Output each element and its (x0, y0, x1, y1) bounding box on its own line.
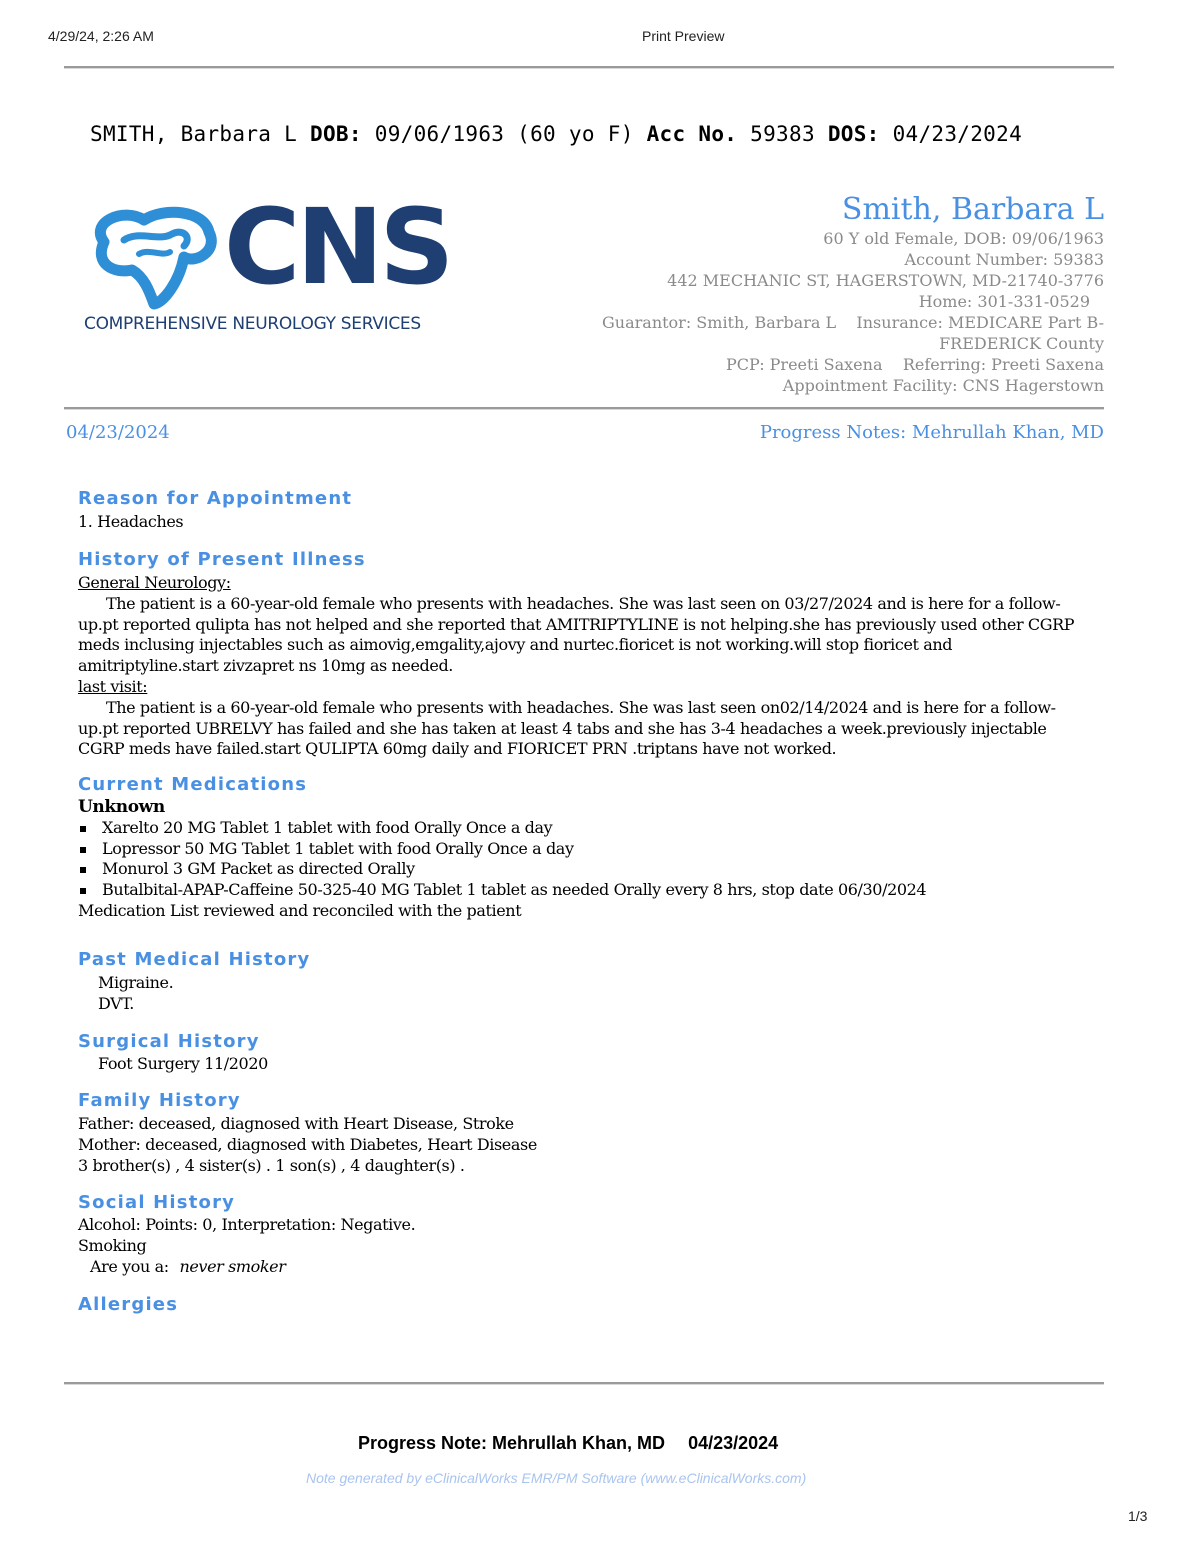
patient-pcp-referring: PCP: Preeti Saxena Referring: Preeti Saxena (725, 355, 1104, 374)
medications-status: Unknown (78, 797, 165, 817)
patient-home-phone: Home: 301-331-0529 (918, 292, 1090, 311)
hpi-paragraph-current: The patient is a 60-year-old female who presents with headaches. She was last seen on 03/27/2024 and is here for a follow-up.pt reported qulipta has not helped and she reported that AMITRIPTYLINE is not helping.she has previously used other CGRP meds inclusing injectables such as aimovig,emgality,ajovy and nurtec.fioricet is not working.will stop fioricet and amitriptyline.start zivzapret ns 10mg as needed. (78, 593, 1075, 676)
medications-title: Current Medications (78, 774, 308, 795)
footer-generated-note: Note generated by eClinicalWorks EMR/PM Software (www.eClinicalWorks.com) (306, 1470, 807, 1486)
hpi-subheading-general: General Neurology: (78, 573, 231, 592)
social-title: Social History (78, 1192, 236, 1213)
allergies-title: Allergies (78, 1294, 179, 1315)
banner-acc-label: Acc No. (646, 122, 738, 146)
pmh-item: Migraine. (98, 973, 174, 992)
footer-progress-note (358, 1433, 778, 1454)
family-siblings: 3 brother(s) , 4 sister(s) . 1 son(s) , 4 daughter(s) . (78, 1155, 465, 1175)
banner-dos: 04/23/2024 (892, 122, 1023, 146)
patient-info-block (602, 192, 1104, 396)
patient-banner (90, 122, 1022, 146)
visit-provider-line (760, 422, 1104, 443)
print-preview-title: Print Preview (642, 28, 725, 44)
patient-demographics: 60 Y old Female, DOB: 09/06/1963 (823, 229, 1104, 248)
footer-date: 04/23/2024 (688, 1433, 779, 1453)
header-divider (64, 407, 1104, 409)
social-alcohol: Alcohol: Points: 0, Interpretation: Negative. (78, 1215, 416, 1234)
banner-dos-label: DOS: (827, 122, 880, 146)
page-counter: 1/3 (1128, 1508, 1148, 1524)
visit-provider: Mehrullah Khan, MD (911, 422, 1104, 443)
surgical-title: Surgical History (78, 1031, 260, 1052)
patient-facility: Appointment Facility: CNS Hagerstown (782, 376, 1104, 395)
visit-date: 04/23/2024 (66, 422, 170, 443)
smoker-question: Are you a: (90, 1256, 169, 1276)
medications-body (78, 797, 1088, 922)
hpi-body (78, 573, 1088, 760)
top-divider (64, 66, 1114, 68)
hpi-title: History of Present Illness (78, 549, 366, 570)
cns-logo (82, 186, 492, 346)
hpi-subheading-last-visit: last visit: (78, 676, 148, 696)
brain-logo-icon (84, 202, 224, 312)
medications-reconciled-note: Medication List reviewed and reconciled with the patient (78, 900, 522, 920)
medication-item: Xarelto 20 MG Tablet 1 tablet with food Orally Once a day (78, 818, 1088, 839)
reason-title: Reason for Appointment (78, 488, 353, 509)
patient-guarantor-insurance: Guarantor: Smith, Barbara L Insurance: MEDICARE Part B- (602, 313, 1104, 332)
reason-text: 1. Headaches (78, 512, 184, 531)
logo-tagline: COMPREHENSIVE NEUROLOGY SERVICES (84, 314, 421, 334)
medication-item: Lopressor 50 MG Tablet 1 tablet with food Orally Once a day (78, 839, 1088, 860)
family-father: Father: deceased, diagnosed with Heart Disease, Stroke (78, 1114, 514, 1133)
patient-account: Account Number: 59383 (904, 250, 1104, 269)
social-body (78, 1215, 415, 1277)
smoker-answer: never smoker (179, 1256, 286, 1276)
family-title: Family History (78, 1090, 241, 1111)
hpi-paragraph-last-visit: The patient is a 60-year-old female who presents with headaches. She was last seen on02/14/2024 and is here for a follow-up.pt reported UBRELVY has failed and she has taken at least 4 tabs and she has 3-4 headaches a week.previously injectable CGRP meds have failed.start QULIPTA 60mg daily and FIORICET PRN .triptans have not worked. (78, 697, 1056, 759)
social-smoker-status (78, 1257, 415, 1278)
patient-name: Smith, Barbara L (841, 192, 1104, 227)
medication-list (78, 818, 1088, 901)
banner-acc: 59383 (750, 122, 815, 146)
progress-notes-label: Progress Notes: (759, 422, 907, 443)
family-body (78, 1114, 537, 1176)
patient-address: 442 MECHANIC ST, HAGERSTOWN, MD-21740-3776 (667, 271, 1104, 290)
banner-dob: 09/06/1963 (60 yo F) (374, 122, 634, 146)
medication-item: Butalbital-APAP-Caffeine 50-325-40 MG Tablet 1 tablet as needed Orally every 8 hrs, stop date 06/30/2024 (78, 880, 1088, 901)
social-smoking: Smoking (78, 1235, 147, 1255)
banner-dob-label: DOB: (310, 122, 362, 146)
logo-letters: CNS (224, 186, 451, 308)
pmh-title: Past Medical History (78, 949, 311, 970)
family-mother: Mother: deceased, diagnosed with Diabetes, Heart Disease (78, 1134, 537, 1154)
medication-item: Monurol 3 GM Packet as directed Orally (78, 859, 1088, 880)
banner-name: SMITH, Barbara L (90, 122, 298, 146)
surgical-text: Foot Surgery 11/2020 (98, 1054, 268, 1073)
patient-insurance-county: FREDERICK County (939, 334, 1104, 353)
pmh-item: DVT. (98, 993, 134, 1013)
footer-divider (64, 1382, 1104, 1384)
pmh-body (98, 973, 173, 1015)
print-timestamp: 4/29/24, 2:26 AM (48, 28, 154, 44)
footer-label: Progress Note: Mehrullah Khan, MD (358, 1433, 666, 1453)
